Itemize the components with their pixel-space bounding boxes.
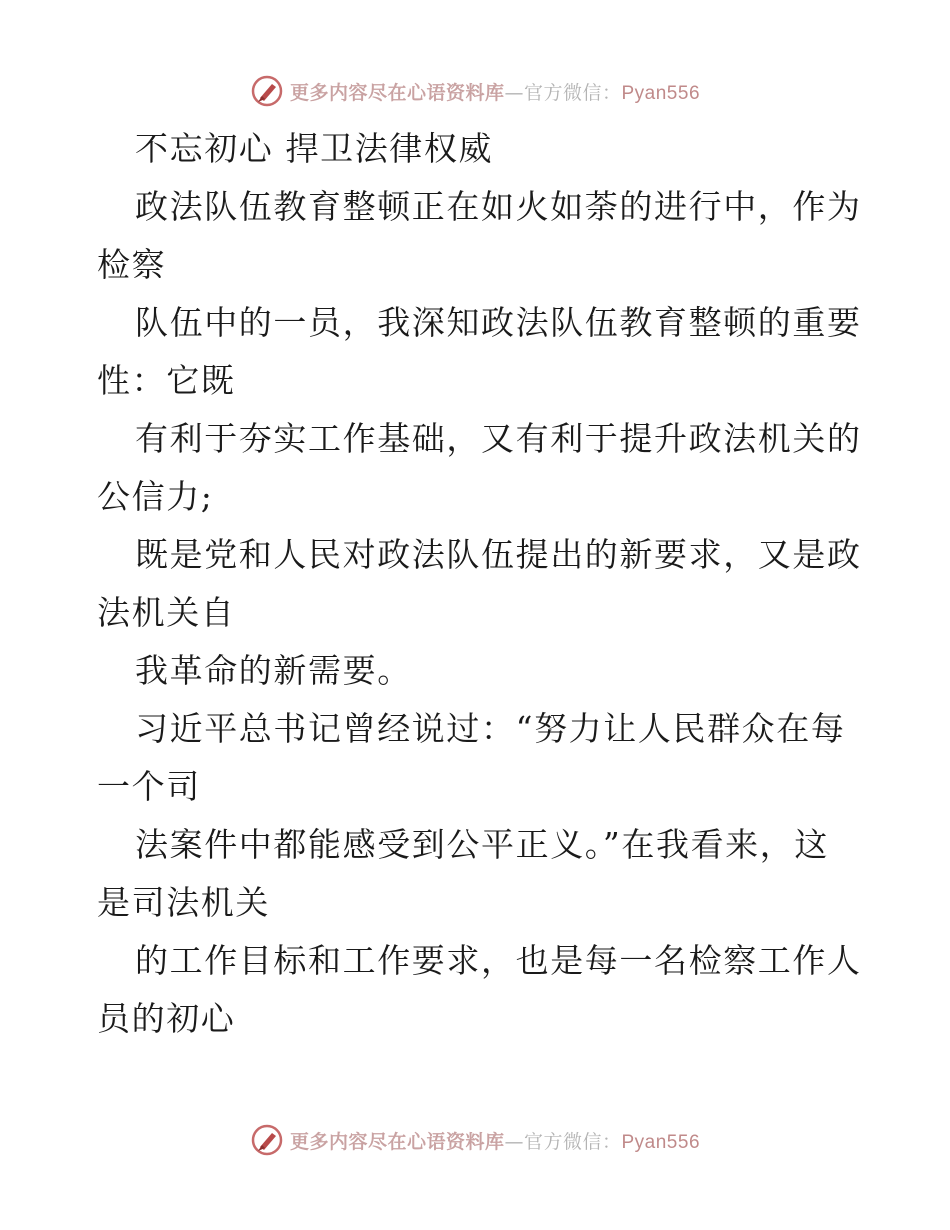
document-title: 不忘初心 捍卫法律权威 [135, 129, 494, 168]
text-line: 员的初心 [97, 999, 236, 1038]
text-line: 习近平总书记曾经说过：“努力让人民群众在每 [135, 709, 846, 748]
text-line: 性：它既 [97, 361, 236, 400]
text-line: 法机关自 [97, 593, 236, 632]
watermark-sub-text: —官方微信： [504, 81, 622, 104]
text-line: 既是党和人民对政法队伍提出的新要求，又是政 [135, 535, 862, 574]
text-line: 检察 [97, 245, 167, 284]
text-line: 法案件中都能感受到公平正义。”在我看来，这 [135, 825, 829, 864]
footer-watermark [0, 1120, 950, 1160]
text-line: 政法队伍教育整顿正在如火如荼的进行中，作为 [135, 187, 862, 226]
text-line: 有利于夯实工作基础，又有利于提升政法机关的 [135, 419, 862, 458]
text-line: 我革命的新需要。 [135, 651, 412, 690]
text-line: 队伍中的一员，我深知政法队伍教育整顿的重要 [135, 303, 862, 342]
pen-logo-icon [250, 1123, 284, 1157]
text-line: 一个司 [97, 767, 201, 806]
watermark-main-text: 更多内容尽在心语资料库 [289, 1130, 505, 1153]
text-line: 是司法机关 [97, 883, 270, 922]
watermark-sub-text: —官方微信： [504, 1130, 622, 1153]
header-watermark [0, 71, 950, 111]
watermark-main-text: 更多内容尽在心语资料库 [289, 81, 505, 104]
text-line: 的工作目标和工作要求，也是每一名检察工作人 [135, 941, 862, 980]
watermark-wechat-id: Pyan556 [621, 82, 701, 104]
pen-logo-icon [250, 74, 284, 108]
watermark-wechat-id: Pyan556 [621, 1131, 701, 1153]
text-line: 公信力; [97, 477, 214, 516]
